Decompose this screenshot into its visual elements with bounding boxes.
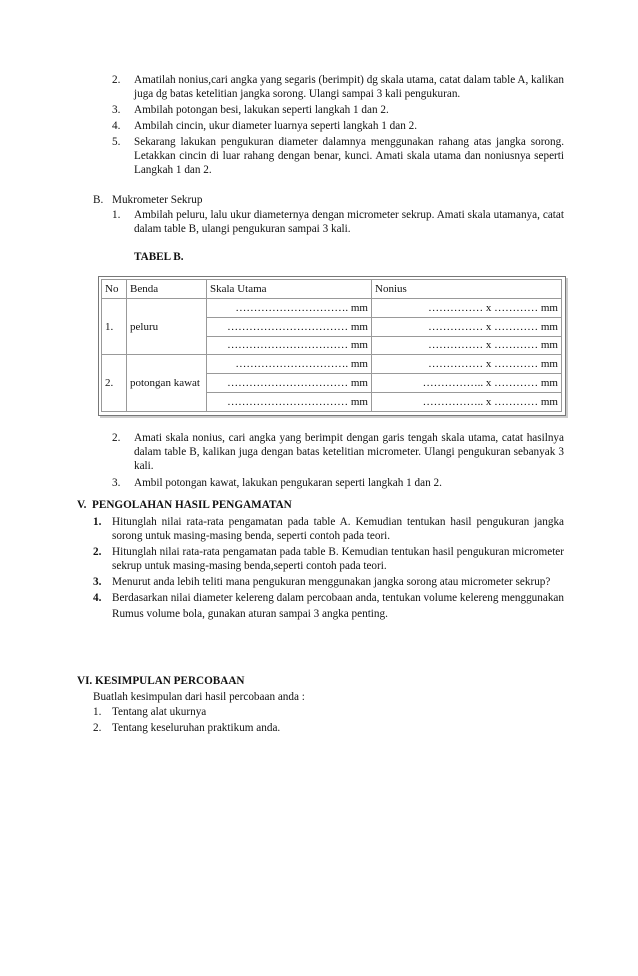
column-header-nonius: Nonius xyxy=(372,280,562,299)
skala-utama-cell: …………………………… mm xyxy=(207,317,372,336)
nonius-cell: …………… x ………… mm xyxy=(372,355,562,374)
list-item-number: 4. xyxy=(112,120,121,132)
list-item xyxy=(93,591,564,621)
nonius-cell: …………….. x ………… mm xyxy=(372,393,562,412)
list-item-text: Ambilah potongan besi, lakukan seperti langkah 1 dan 2. xyxy=(134,104,389,116)
list-item-number: 2. xyxy=(112,74,121,86)
section-b-title: Mukrometer Sekrup xyxy=(112,194,203,206)
top-step-list xyxy=(112,73,564,177)
section-b-label: B. xyxy=(93,194,104,206)
list-item-text: Berdasarkan nilai diameter kelereng dalam percobaan anda, tentukan volume kelereng menggunakan xyxy=(112,592,564,604)
list-item-text: Ambilah cincin, ukur diameter luarnya seperti langkah 1 dan 2. xyxy=(134,120,418,132)
list-item-number: 2. xyxy=(93,722,102,734)
table-header-row xyxy=(102,280,562,299)
list-item-number: 3. xyxy=(112,104,121,116)
list-item xyxy=(112,208,564,236)
table-b-frame xyxy=(98,276,566,416)
row-number: 2. xyxy=(102,355,127,412)
list-item xyxy=(93,515,564,543)
list-item-number: 2. xyxy=(112,432,121,444)
list-item-text: Menurut anda lebih teliti mana pengukuran menggunakan jangka sorong atau micrometer sekrup? xyxy=(112,576,551,588)
list-item-text: Amati skala nonius, cari angka yang berimpit dengan garis tengah skala utama, catat hasilnya dalam table B, kalikan juga dengan batas ketelitian micrometer. Ulangi pengukuran sebanyak 3 kali. xyxy=(134,432,564,472)
list-item-text: Sekarang lakukan pengukuran diameter dalamnya menggunakan rahang atas jangka sorong. Letakkan cincin di luar rahang dengan benar, kunci. Amati skala utama dan noniusnya seperti Langkah 1 dan 2. xyxy=(134,136,564,176)
nonius-cell: …………… x ………… mm xyxy=(372,298,562,317)
list-item xyxy=(112,73,564,101)
table-row xyxy=(102,355,562,374)
column-header-skala-utama: Skala Utama xyxy=(207,280,372,299)
list-item-number: 1. xyxy=(93,516,102,528)
list-item-text: Hitunglah nilai rata-rata pengamatan pada table B. Kemudian tentukan hasil pengukuran micrometer sekrup untuk masing-masing benda,seperti contoh pada teori. xyxy=(112,546,564,572)
list-item-number: 5. xyxy=(112,136,121,148)
list-item xyxy=(93,575,564,589)
list-item xyxy=(112,119,564,133)
list-item xyxy=(93,545,564,573)
list-item xyxy=(112,103,564,117)
row-object: peluru xyxy=(127,298,207,355)
list-item-number: 4. xyxy=(93,592,102,604)
list-item-text: Tentang alat ukurnya xyxy=(112,706,207,718)
list-item xyxy=(112,135,564,177)
list-item-extra-text: Rumus volume bola, gunakan aturan sampai 3 angka penting. xyxy=(112,608,388,620)
section-b-heading xyxy=(93,193,563,207)
table-row xyxy=(102,298,562,317)
section-b-step-1 xyxy=(112,208,564,236)
list-item xyxy=(112,476,564,490)
table-b xyxy=(101,279,562,412)
list-item xyxy=(93,705,563,719)
row-object: potongan kawat xyxy=(127,355,207,412)
column-header-no: No xyxy=(102,280,127,299)
list-item-number: 3. xyxy=(93,576,102,588)
list-item-number: 3. xyxy=(112,477,121,489)
section-vi-title: VI. KESIMPULAN PERCOBAAN xyxy=(77,675,245,687)
column-header-benda: Benda xyxy=(127,280,207,299)
skala-utama-cell: …………………………… mm xyxy=(207,336,372,355)
row-number: 1. xyxy=(102,298,127,355)
after-table-step-list xyxy=(112,431,564,490)
table-title: TABEL B. xyxy=(134,251,184,263)
list-item-number: 2. xyxy=(93,546,102,558)
list-item-number: 1. xyxy=(112,209,121,221)
list-item-text: Tentang keseluruhan praktikum anda. xyxy=(112,722,281,734)
list-item-text: Ambilah peluru, lalu ukur diameternya dengan micrometer sekrup. Amati skala utamanya, catat dalam table B, ulangi pengukuran sampai 3 kali. xyxy=(134,209,564,235)
section-vi-list xyxy=(93,705,563,735)
nonius-cell: …………….. x ………… mm xyxy=(372,374,562,393)
nonius-cell: …………… x ………… mm xyxy=(372,336,562,355)
list-item-text: Hitunglah nilai rata-rata pengamatan pada table A. Kemudian tentukan hasil pengukuran jangka sorong untuk masing-masing benda, seperti contoh pada teori. xyxy=(112,516,564,542)
list-item xyxy=(93,721,563,735)
skala-utama-cell: …………………………… mm xyxy=(207,393,372,412)
section-vi-intro: Buatlah kesimpulan dari hasil percobaan anda : xyxy=(93,691,305,703)
list-item-number: 1. xyxy=(93,706,102,718)
list-item-text: Amatilah nonius,cari angka yang segaris (berimpit) dg skala utama, catat dalam table A, kalikan juga dg batas ketelitian jangka sorong. Ulangi sampai 3 kali pengukuran. xyxy=(134,74,564,100)
list-item-text: Ambil potongan kawat, lakukan pengukaran seperti langkah 1 dan 2. xyxy=(134,477,442,489)
list-item xyxy=(112,431,564,473)
nonius-cell: …………… x ………… mm xyxy=(372,317,562,336)
skala-utama-cell: …………………………. mm xyxy=(207,355,372,374)
skala-utama-cell: …………………………… mm xyxy=(207,374,372,393)
section-v-title: V. PENGOLAHAN HASIL PENGAMATAN xyxy=(77,499,292,511)
skala-utama-cell: …………………………. mm xyxy=(207,298,372,317)
section-v-list xyxy=(93,515,564,621)
